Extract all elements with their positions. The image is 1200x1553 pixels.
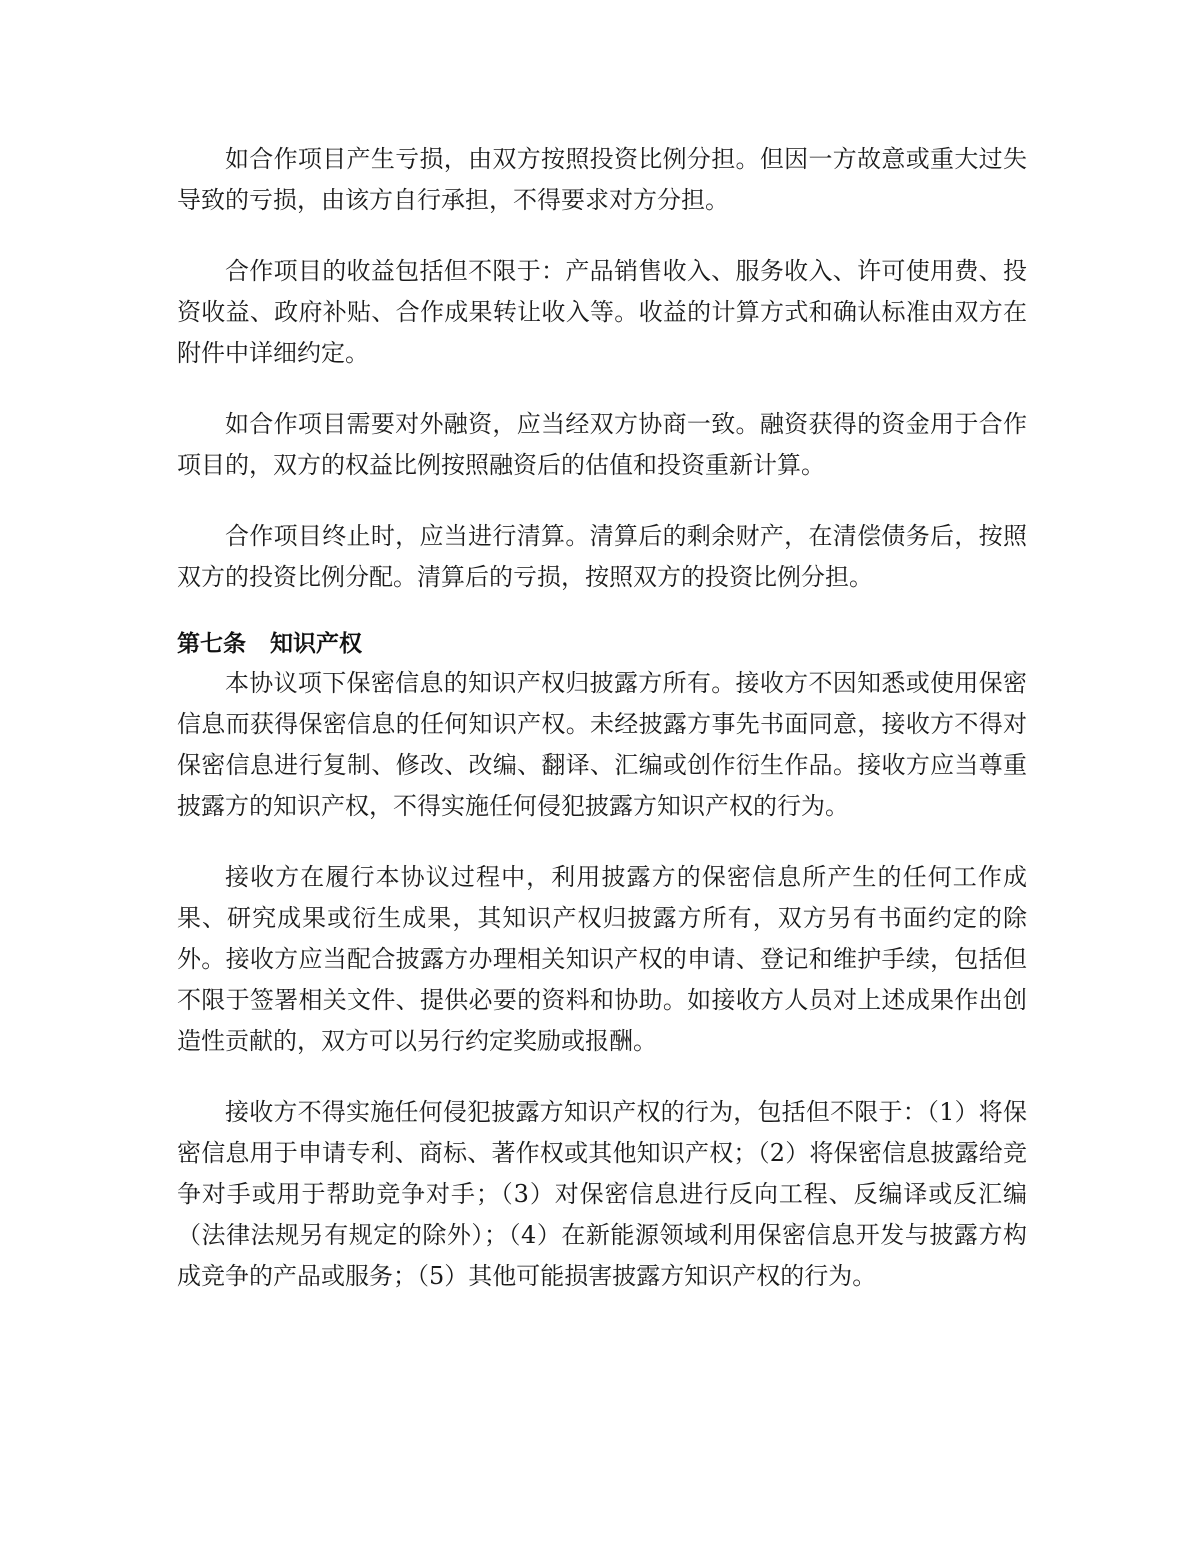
document-body bbox=[177, 139, 1027, 1297]
paragraph-liquidation: 合作项目终止时，应当进行清算。清算后的剩余财产，在清偿债务后，按照双方的投资比例分配。清算后的亏损，按照双方的投资比例分担。 bbox=[177, 522, 1027, 591]
section-number: 第七条 bbox=[177, 631, 246, 657]
section-title: 知识产权 bbox=[270, 631, 362, 657]
paragraph-prohibited-acts: 接收方不得实施任何侵犯披露方知识产权的行为，包括但不限于：（1）将保密信息用于申请专利、商标、著作权或其他知识产权；（2）将保密信息披露给竞争对手或用于帮助竞争对手；（3）对保密信息进行反向工程、反编译或反汇编（法律法规另有规定的除外）；（4）在新能源领域利用保密信息开发与披露方构成竞争的产品或服务；（5）其他可能损害披露方知识产权的行为。 bbox=[177, 1098, 1027, 1290]
paragraph-revenue: 合作项目的收益包括但不限于：产品销售收入、服务收入、许可使用费、投资收益、政府补贴、合作成果转让收入等。收益的计算方式和确认标准由双方在附件中详细约定。 bbox=[177, 257, 1027, 367]
paragraph-work-results: 接收方在履行本协议过程中，利用披露方的保密信息所产生的任何工作成果、研究成果或衍生成果，其知识产权归披露方所有，双方另有书面约定的除外。接收方应当配合披露方办理相关知识产权的申请、登记和维护手续，包括但不限于签署相关文件、提供必要的资料和协助。如接收方人员对上述成果作出创造性贡献的，双方可以另行约定奖励或报酬。 bbox=[177, 863, 1027, 1055]
section-heading bbox=[177, 624, 1027, 665]
paragraph-ip-ownership: 本协议项下保密信息的知识产权归披露方所有。接收方不因知悉或使用保密信息而获得保密信息的任何知识产权。未经披露方事先书面同意，接收方不得对保密信息进行复制、修改、改编、翻译、汇编或创作衍生作品。接收方应当尊重披露方的知识产权，不得实施任何侵犯披露方知识产权的行为。 bbox=[177, 669, 1027, 820]
paragraph-loss-sharing: 如合作项目产生亏损，由双方按照投资比例分担。但因一方故意或重大过失导致的亏损，由该方自行承担，不得要求对方分担。 bbox=[177, 145, 1027, 214]
paragraph-financing: 如合作项目需要对外融资，应当经双方协商一致。融资获得的资金用于合作项目的，双方的权益比例按照融资后的估值和投资重新计算。 bbox=[177, 410, 1027, 479]
